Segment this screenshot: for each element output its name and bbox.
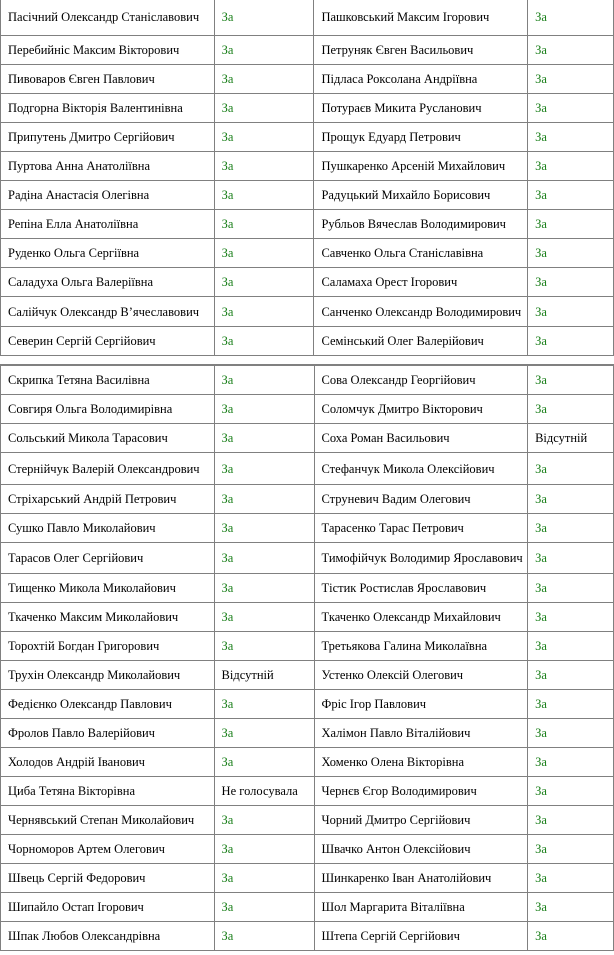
- deputy-name-cell: Циба Тетяна Вікторівна: [1, 777, 215, 806]
- deputy-name-cell: Пасічний Олександр Станіславович: [1, 0, 215, 36]
- table-row: [1, 36, 614, 65]
- vote-result-cell: За: [214, 424, 314, 453]
- vote-result-cell: За: [528, 36, 614, 65]
- deputy-name-cell: Рубльов Вячеслав Володимирович: [314, 210, 528, 239]
- vote-result-cell: За: [214, 632, 314, 661]
- vote-result-cell: За: [528, 514, 614, 543]
- table-row: [1, 603, 614, 632]
- vote-result-cell: За: [214, 690, 314, 719]
- vote-result-cell: За: [214, 65, 314, 94]
- deputy-name-cell: Пивоваров Євген Павлович: [1, 65, 215, 94]
- vote-result-cell: За: [528, 543, 614, 574]
- vote-result-cell: За: [528, 152, 614, 181]
- table-row: [1, 327, 614, 356]
- deputy-name-cell: Чорноморов Артем Олегович: [1, 835, 215, 864]
- vote-result-cell: За: [528, 395, 614, 424]
- deputy-name-cell: Тарасов Олег Сергійович: [1, 543, 215, 574]
- vote-table-section-1: [0, 0, 614, 356]
- vote-result-cell: За: [528, 94, 614, 123]
- deputy-name-cell: Устенко Олексій Олегович: [314, 661, 528, 690]
- vote-result-cell: За: [214, 239, 314, 268]
- table-row: [1, 152, 614, 181]
- vote-result-cell: За: [214, 893, 314, 922]
- table-row: [1, 922, 614, 951]
- deputy-name-cell: Радіна Анастасія Олегівна: [1, 181, 215, 210]
- vote-result-cell: За: [528, 485, 614, 514]
- vote-result-cell: За: [528, 748, 614, 777]
- vote-result-cell: Не голосувала: [214, 777, 314, 806]
- vote-result-cell: За: [528, 806, 614, 835]
- vote-result-cell: За: [528, 603, 614, 632]
- vote-result-cell: За: [528, 366, 614, 395]
- vote-result-cell: За: [214, 835, 314, 864]
- vote-table-body-2: [1, 366, 614, 951]
- vote-result-cell: Відсутній: [528, 424, 614, 453]
- deputy-name-cell: Фролов Павло Валерійович: [1, 719, 215, 748]
- vote-result-cell: За: [214, 327, 314, 356]
- deputy-name-cell: Пушкаренко Арсеній Михайлович: [314, 152, 528, 181]
- deputy-name-cell: Прощук Едуард Петрович: [314, 123, 528, 152]
- table-row: [1, 65, 614, 94]
- table-row: [1, 543, 614, 574]
- deputy-name-cell: Шинкаренко Іван Анатолійович: [314, 864, 528, 893]
- table-row: [1, 424, 614, 453]
- table-row: [1, 514, 614, 543]
- deputy-name-cell: Трухін Олександр Миколайович: [1, 661, 215, 690]
- deputy-name-cell: Припутень Дмитро Сергійович: [1, 123, 215, 152]
- table-row: [1, 748, 614, 777]
- vote-result-cell: Відсутній: [214, 661, 314, 690]
- table-row: [1, 0, 614, 36]
- deputy-name-cell: Фріс Ігор Павлович: [314, 690, 528, 719]
- deputy-name-cell: Федієнко Олександр Павлович: [1, 690, 215, 719]
- table-row: [1, 690, 614, 719]
- deputy-name-cell: Ткаченко Максим Миколайович: [1, 603, 215, 632]
- deputy-name-cell: Тимофійчук Володимир Ярославович: [314, 543, 528, 574]
- deputy-name-cell: Сушко Павло Миколайович: [1, 514, 215, 543]
- vote-result-cell: За: [528, 65, 614, 94]
- vote-result-cell: За: [528, 123, 614, 152]
- vote-table-body-1: [1, 0, 614, 356]
- table-row: [1, 239, 614, 268]
- deputy-name-cell: Хоменко Олена Вікторівна: [314, 748, 528, 777]
- deputy-name-cell: Третьякова Галина Миколаївна: [314, 632, 528, 661]
- table-row: [1, 719, 614, 748]
- deputy-name-cell: Стернійчук Валерій Олександрович: [1, 453, 215, 485]
- vote-result-cell: За: [528, 181, 614, 210]
- vote-result-cell: За: [528, 574, 614, 603]
- table-row: [1, 835, 614, 864]
- deputy-name-cell: Потураєв Микита Русланович: [314, 94, 528, 123]
- deputy-name-cell: Саладуха Ольга Валеріївна: [1, 268, 215, 297]
- table-row: [1, 632, 614, 661]
- vote-result-cell: За: [528, 690, 614, 719]
- table-row: [1, 297, 614, 327]
- vote-result-cell: За: [528, 632, 614, 661]
- deputy-name-cell: Пуртова Анна Анатоліївна: [1, 152, 215, 181]
- vote-result-cell: За: [214, 485, 314, 514]
- vote-result-cell: За: [528, 864, 614, 893]
- vote-result-cell: За: [214, 36, 314, 65]
- vote-result-cell: За: [214, 574, 314, 603]
- deputy-name-cell: Чернявський Степан Миколайович: [1, 806, 215, 835]
- deputy-name-cell: Тарасенко Тарас Петрович: [314, 514, 528, 543]
- table-row: [1, 777, 614, 806]
- deputy-name-cell: Чорний Дмитро Сергійович: [314, 806, 528, 835]
- deputy-name-cell: Чернєв Єгор Володимирович: [314, 777, 528, 806]
- deputy-name-cell: Радуцький Михайло Борисович: [314, 181, 528, 210]
- vote-result-cell: За: [214, 123, 314, 152]
- vote-result-cell: За: [214, 864, 314, 893]
- vote-result-cell: За: [214, 543, 314, 574]
- deputy-name-cell: Тістик Ростислав Ярославович: [314, 574, 528, 603]
- table-row: [1, 366, 614, 395]
- deputy-name-cell: Перебийніс Максим Вікторович: [1, 36, 215, 65]
- vote-result-cell: За: [214, 366, 314, 395]
- deputy-name-cell: Штепа Сергій Сергійович: [314, 922, 528, 951]
- deputy-name-cell: Северин Сергій Сергійович: [1, 327, 215, 356]
- table-row: [1, 123, 614, 152]
- vote-result-cell: За: [528, 777, 614, 806]
- table-row: [1, 893, 614, 922]
- deputy-name-cell: Соха Роман Васильович: [314, 424, 528, 453]
- vote-result-cell: За: [528, 661, 614, 690]
- vote-result-cell: За: [214, 0, 314, 36]
- deputy-name-cell: Руденко Ольга Сергіївна: [1, 239, 215, 268]
- vote-result-cell: За: [214, 210, 314, 239]
- vote-result-cell: За: [528, 719, 614, 748]
- deputy-name-cell: Пашковський Максим Ігорович: [314, 0, 528, 36]
- vote-result-cell: За: [214, 719, 314, 748]
- vote-result-cell: За: [214, 453, 314, 485]
- vote-result-cell: За: [528, 0, 614, 36]
- deputy-name-cell: Саламаха Орест Ігорович: [314, 268, 528, 297]
- vote-result-cell: За: [528, 297, 614, 327]
- vote-result-cell: За: [528, 268, 614, 297]
- deputy-name-cell: Салійчук Олександр В’ячеславович: [1, 297, 215, 327]
- section-divider: [0, 355, 614, 365]
- table-row: [1, 574, 614, 603]
- vote-table-section-2: [0, 365, 614, 951]
- deputy-name-cell: Сова Олександр Георгійович: [314, 366, 528, 395]
- deputy-name-cell: Швець Сергій Федорович: [1, 864, 215, 893]
- deputy-name-cell: Ткаченко Олександр Михайлович: [314, 603, 528, 632]
- table-row: [1, 661, 614, 690]
- vote-result-cell: За: [214, 806, 314, 835]
- table-row: [1, 485, 614, 514]
- vote-result-cell: За: [528, 453, 614, 485]
- table-row: [1, 210, 614, 239]
- vote-result-cell: За: [528, 239, 614, 268]
- vote-result-cell: За: [214, 922, 314, 951]
- vote-result-cell: За: [214, 181, 314, 210]
- deputy-name-cell: Шол Маргарита Віталіївна: [314, 893, 528, 922]
- deputy-name-cell: Репіна Елла Анатоліївна: [1, 210, 215, 239]
- deputy-name-cell: Торохтій Богдан Григорович: [1, 632, 215, 661]
- deputy-name-cell: Холодов Андрій Іванович: [1, 748, 215, 777]
- vote-result-cell: За: [214, 395, 314, 424]
- table-row: [1, 453, 614, 485]
- vote-result-cell: За: [214, 268, 314, 297]
- deputy-name-cell: Совгиря Ольга Володимирівна: [1, 395, 215, 424]
- vote-result-cell: За: [528, 922, 614, 951]
- vote-result-cell: За: [214, 94, 314, 123]
- table-row: [1, 806, 614, 835]
- deputy-name-cell: Струневич Вадим Олегович: [314, 485, 528, 514]
- table-row: [1, 395, 614, 424]
- deputy-name-cell: Семінський Олег Валерійович: [314, 327, 528, 356]
- vote-result-cell: За: [214, 152, 314, 181]
- deputy-name-cell: Підласа Роксолана Андріївна: [314, 65, 528, 94]
- table-row: [1, 94, 614, 123]
- deputy-name-cell: Шпак Любов Олександрівна: [1, 922, 215, 951]
- table-row: [1, 864, 614, 893]
- deputy-name-cell: Петруняк Євген Васильович: [314, 36, 528, 65]
- deputy-name-cell: Швачко Антон Олексійович: [314, 835, 528, 864]
- deputy-name-cell: Стріхарський Андрій Петрович: [1, 485, 215, 514]
- vote-result-cell: За: [528, 327, 614, 356]
- deputy-name-cell: Санченко Олександр Володимирович: [314, 297, 528, 327]
- deputy-name-cell: Соломчук Дмитро Вікторович: [314, 395, 528, 424]
- table-row: [1, 181, 614, 210]
- deputy-name-cell: Стефанчук Микола Олексійович: [314, 453, 528, 485]
- deputy-name-cell: Подгорна Вікторія Валентинівна: [1, 94, 215, 123]
- deputy-name-cell: Скрипка Тетяна Василівна: [1, 366, 215, 395]
- deputy-name-cell: Сольський Микола Тарасович: [1, 424, 215, 453]
- vote-result-cell: За: [528, 835, 614, 864]
- table-row: [1, 268, 614, 297]
- deputy-name-cell: Тищенко Микола Миколайович: [1, 574, 215, 603]
- vote-result-cell: За: [214, 748, 314, 777]
- deputy-name-cell: Халімон Павло Віталійович: [314, 719, 528, 748]
- vote-result-cell: За: [214, 297, 314, 327]
- deputy-name-cell: Савченко Ольга Станіславівна: [314, 239, 528, 268]
- vote-result-cell: За: [214, 603, 314, 632]
- deputy-name-cell: Шипайло Остап Ігорович: [1, 893, 215, 922]
- vote-result-cell: За: [214, 514, 314, 543]
- vote-result-cell: За: [528, 210, 614, 239]
- vote-result-cell: За: [528, 893, 614, 922]
